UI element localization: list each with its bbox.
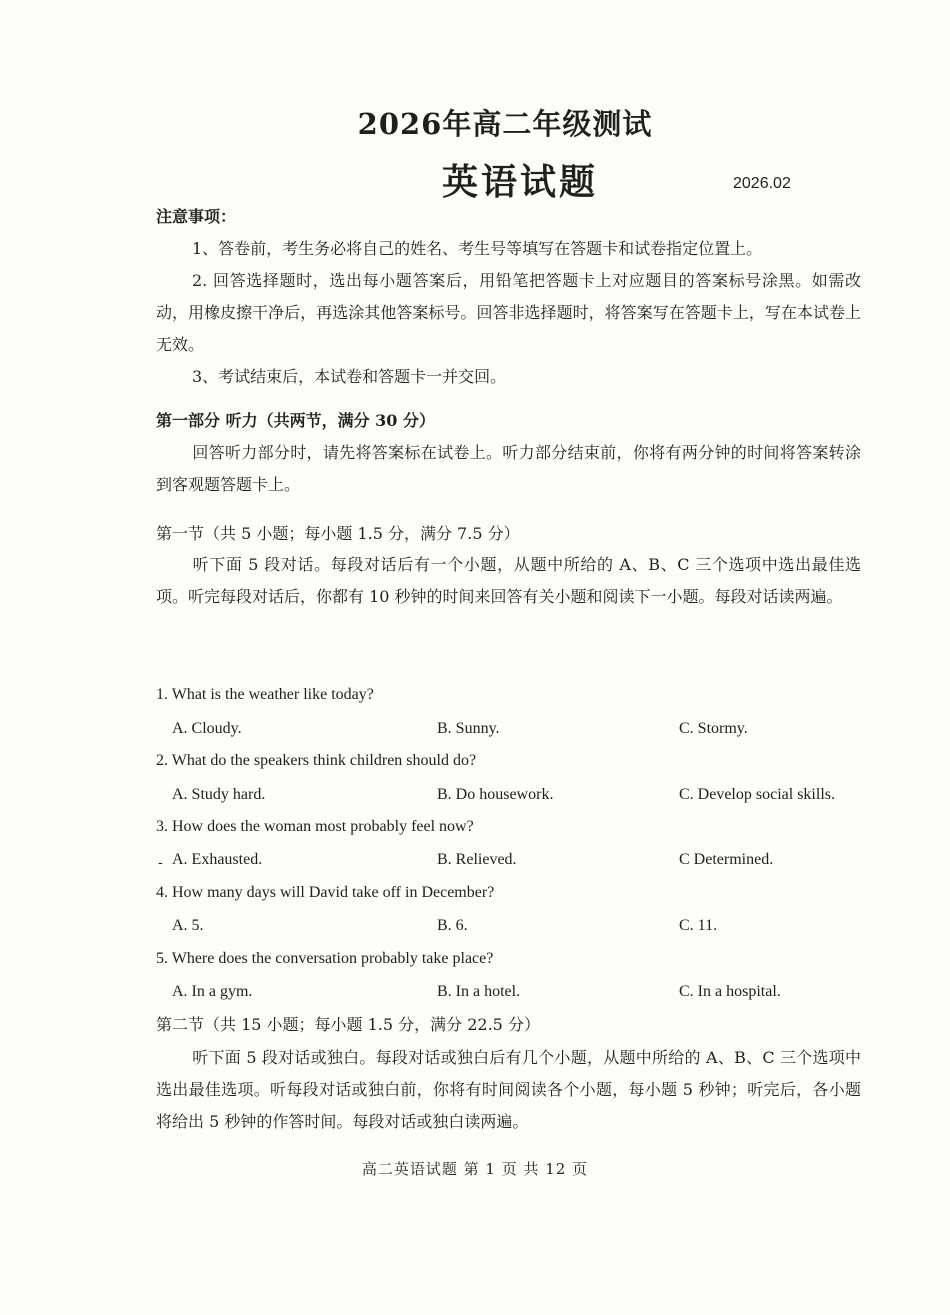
section2-instructions: 听下面 5 段对话或独白。每段对话或独白后有几个小题，从题中所给的 A、B、C 三个选项中选出最佳选项。听每段对话或独白前，你将有时间阅读各个小题，每小题 5 秒钟；听完后，各小题将给出 5 秒钟的作答时间。每段对话或独白读两遍。 (156, 1048, 861, 1131)
question-1-option-c: C. Stormy. (679, 720, 748, 737)
part1-heading: 第一部分 听力（共两节，满分 30 分） (156, 411, 435, 430)
question-2-option-c: C. Develop social skills. (679, 786, 835, 803)
section1-instructions: 听下面 5 段对话。每段对话后有一个小题，从题中所给的 A、B、C 三个选项中选出最佳选项。听完每段对话后，你都有 10 秒钟的时间来回答有关小题和阅读下一小题。每段对话读两遍。 (156, 555, 861, 606)
question-5-stem: 5. Where does the conversation probably take place? (156, 950, 494, 967)
question-4-option-c: C. 11. (679, 917, 718, 934)
section1-heading: 第一节（共 5 小题；每小题 1.5 分，满分 7.5 分） (156, 524, 520, 543)
exam-date: 2026.02 (733, 175, 791, 192)
exam-title: 2026年高二年级测试 (357, 107, 653, 141)
section2-heading: 第二节（共 15 小题；每小题 1.5 分，满分 22.5 分） (156, 1015, 540, 1034)
part1-instructions: 回答听力部分时，请先将答案标在试卷上。听力部分结束前，你将有两分钟的时间将答案转涂到客观题答题卡上。 (156, 443, 861, 494)
question-5-option-c: C. In a hospital. (679, 983, 781, 1000)
question-4-option-b: B. 6. (437, 917, 468, 934)
question-3-option-b: B. Relieved. (437, 851, 517, 868)
note-item-3: 3、考试结束后，本试卷和答题卡一并交回。 (192, 367, 507, 386)
question-1-option-b: B. Sunny. (437, 720, 500, 737)
question-1-stem: 1. What is the weather like today? (156, 686, 374, 703)
note-item-1: 1、答卷前，考生务必将自己的姓名、考生号等填写在答题卡和试卷指定位置上。 (192, 239, 763, 258)
question-2-option-b: B. Do housework. (437, 786, 554, 803)
question-4-stem: 4. How many days will David take off in December? (156, 884, 495, 901)
question-3-stem: 3. How does the woman most probably feel now? (156, 818, 474, 835)
question-4-option-a: A. 5. (172, 917, 204, 934)
question-1-option-a: A. Cloudy. (172, 720, 242, 737)
notes-heading: 注意事项： (156, 207, 237, 226)
note-item-2: 2. 回答选择题时，选出每小题答案后，用铅笔把答题卡上对应题目的答案标号涂黑。如需改动，用橡皮擦干净后，再选涂其他答案标号。回答非选择题时，将答案写在答题卡上，写在本试卷上无效。 (156, 271, 861, 354)
question-3-option-a: A. Exhausted. (172, 851, 263, 868)
subject-title: 英语试题 (441, 161, 598, 203)
question-5-option-a: A. In a gym. (172, 983, 253, 1000)
pen-mark: - (158, 855, 163, 871)
question-5-option-b: B. In a hotel. (437, 983, 521, 1000)
question-2-stem: 2. What do the speakers think children should do? (156, 752, 477, 769)
question-2-option-a: A. Study hard. (172, 786, 266, 803)
page-footer: 高二英语试题 第 1 页 共 12 页 (361, 1160, 589, 1178)
question-3-option-c: C Determined. (679, 851, 774, 868)
